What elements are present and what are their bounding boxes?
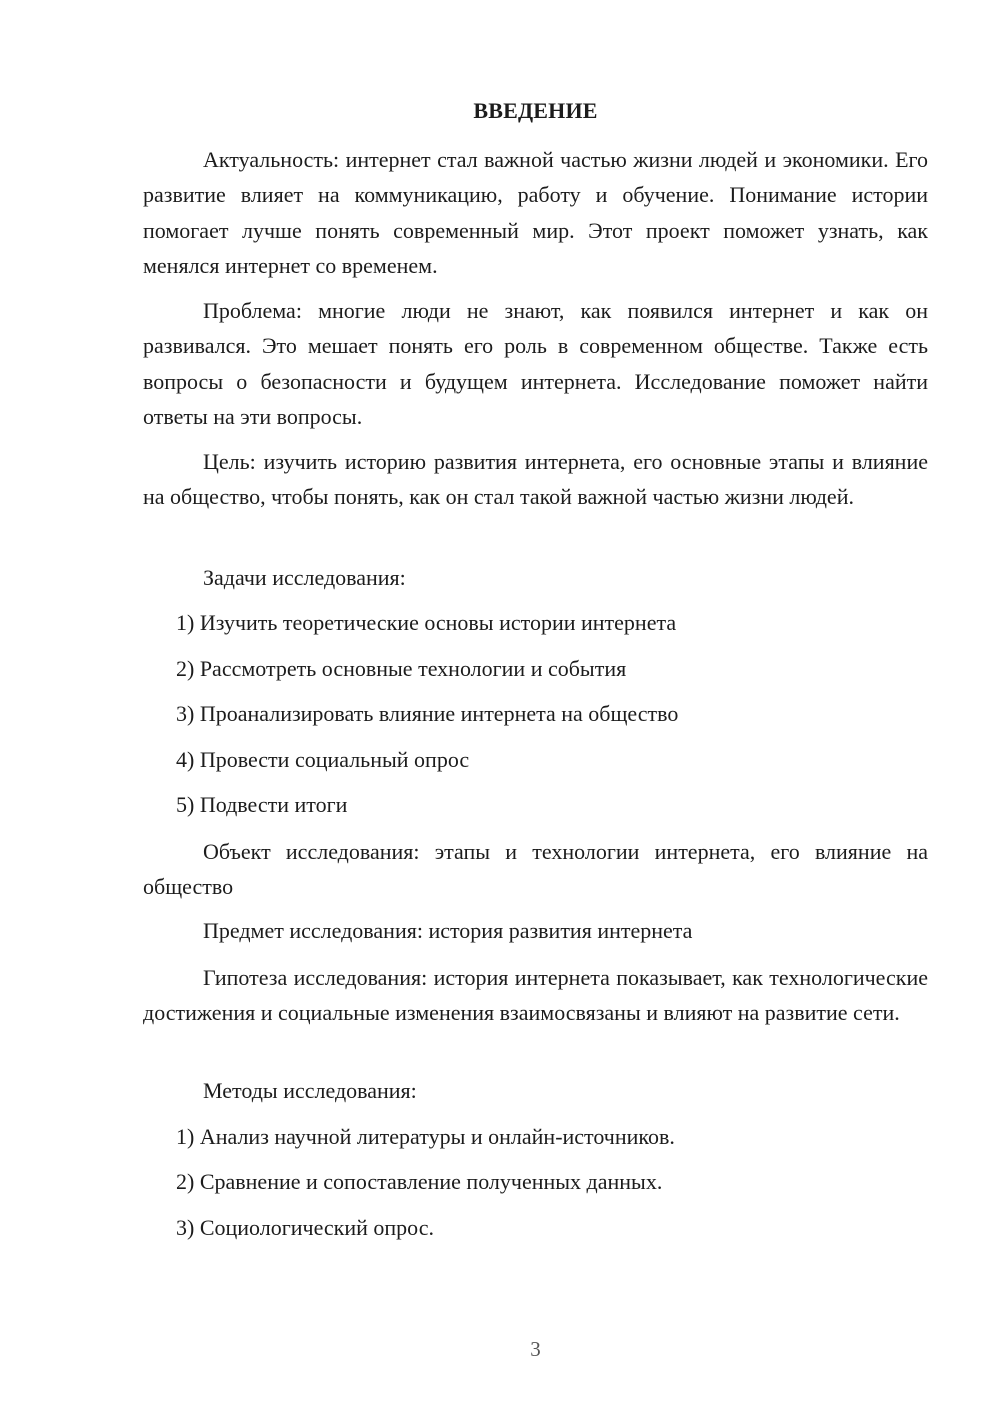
- task-item-4: 4) Провести социальный опрос: [176, 747, 470, 772]
- method-item-1: 1) Анализ научной литературы и онлайн-источников.: [176, 1124, 675, 1149]
- task-item-1: 1) Изучить теоретические основы истории интернета: [176, 610, 677, 635]
- goal-paragraph: Цель: изучить историю развития интернета, его основные этапы и влияние на общество, чтобы понять, как он стал такой важной частью жизни людей.: [143, 449, 928, 510]
- task-item-3: 3) Проанализировать влияние интернета на общество: [176, 701, 679, 726]
- page-number: 3: [530, 1337, 541, 1361]
- subject-line: Предмет исследования: история развития интернета: [203, 918, 693, 943]
- document-page: [143, 0, 928, 1414]
- task-item-5: 5) Подвести итоги: [176, 792, 348, 817]
- tasks-heading: Задачи исследования:: [203, 565, 406, 590]
- method-item-2: 2) Сравнение и сопоставление полученных данных.: [176, 1169, 663, 1194]
- method-item-3: 3) Социологический опрос.: [176, 1215, 434, 1240]
- methods-heading: Методы исследования:: [203, 1078, 417, 1103]
- object-paragraph: Объект исследования: этапы и технологии интернета, его влияние на общество: [143, 839, 928, 900]
- hypothesis-paragraph: Гипотеза исследования: история интернета показывает, как технологические достижения и социальные изменения взаимосвязаны и влияют на развитие сети.: [143, 965, 928, 1026]
- task-item-2: 2) Рассмотреть основные технологии и события: [176, 656, 627, 681]
- page-title: ВВЕДЕНИЕ: [473, 98, 598, 123]
- relevance-paragraph: Актуальность: интернет стал важной частью жизни людей и экономики. Его развитие влияет на коммуникацию, работу и обучение. Понимание истории помогает лучше понять современный мир. Этот проект поможет узнать, как менялся интернет со временем.: [143, 147, 928, 278]
- problem-paragraph: Проблема: многие люди не знают, как появился интернет и как он развивался. Это мешает понять его роль в современном обществе. Также есть вопросы о безопасности и будущем интернета. Исследование поможет найти ответы на эти вопросы.: [143, 298, 928, 429]
